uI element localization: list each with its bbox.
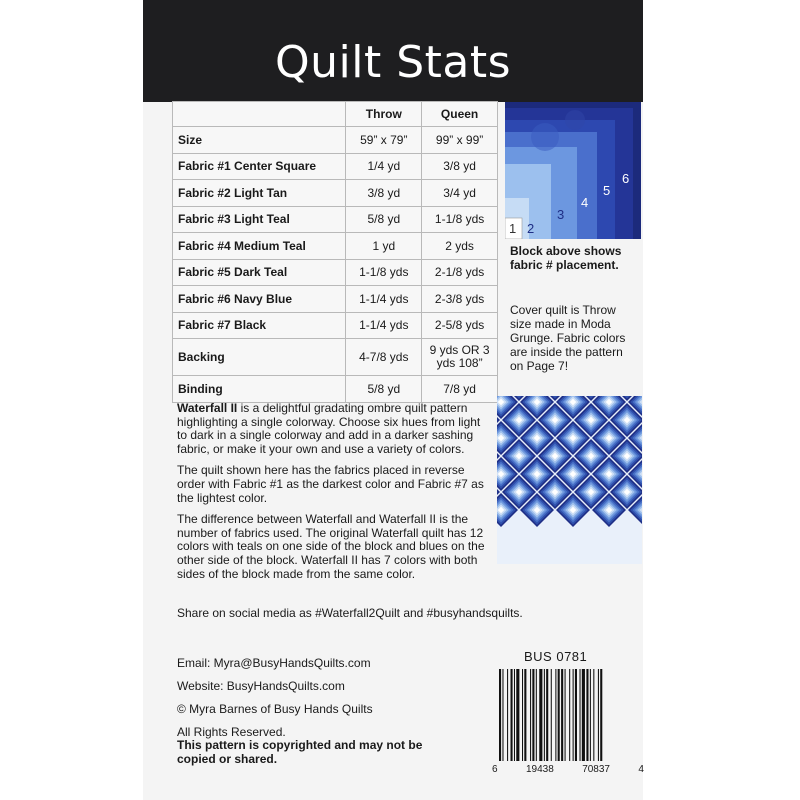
description-text: is a delightful gradating ombre quilt pattern highlighting a single colorway. Choose six hues from light to dark in a single colorway and add in a darker sashing fabric, or make it your own and use a variety of colors. xyxy=(177,401,481,456)
barcode-bar xyxy=(511,669,513,761)
quilt-cover-image xyxy=(497,396,642,564)
barcode-bar xyxy=(546,669,548,761)
throw-value: 59” x 79” xyxy=(346,127,422,154)
throw-value: 1-1/8 yds xyxy=(346,259,422,286)
barcode-bar xyxy=(580,669,581,761)
pattern-description xyxy=(177,402,487,589)
barcode-bar xyxy=(575,669,577,761)
barcode-bar xyxy=(569,669,570,761)
queen-value: 2-5/8 yds xyxy=(422,312,498,339)
email-text: Email: Myra@BusyHandsQuilts.com xyxy=(177,656,371,670)
barcode-digit-group: 4 xyxy=(638,764,644,775)
barcode-digit-group: 70837 xyxy=(582,764,610,775)
barcode-bar xyxy=(536,669,537,761)
table-row xyxy=(173,286,498,313)
throw-value: 3/8 yd xyxy=(346,180,422,207)
table-row xyxy=(173,312,498,339)
cover-note: Cover quilt is Throw size made in Moda Grunge. Fabric colors are inside the pattern on Page 7! xyxy=(510,303,626,373)
table-row xyxy=(173,153,498,180)
row-label: Fabric #1 Center Square xyxy=(173,153,346,180)
description-paragraph-2: The quilt shown here has the fabrics placed in reverse order with Fabric #1 as the darkest color and Fabric #7 as the lightest color. xyxy=(177,463,484,505)
throw-value: 4-7/8 yds xyxy=(346,339,422,376)
barcode-bar xyxy=(565,669,566,761)
pattern-name: Waterfall II xyxy=(177,401,238,415)
queen-value: 7/8 yd xyxy=(422,376,498,403)
barcode-bar xyxy=(499,669,501,761)
row-label: Fabric #6 Navy Blue xyxy=(173,286,346,313)
queen-value: 3/4 yd xyxy=(422,180,498,207)
page-title: Quilt Stats xyxy=(274,37,512,88)
block-number-4: 4 xyxy=(581,195,589,210)
block-number-3: 3 xyxy=(557,207,565,222)
row-label: Backing xyxy=(173,339,346,376)
barcode-bar xyxy=(502,669,503,761)
barcode-digit-group: 6 xyxy=(492,764,498,775)
row-label: Binding xyxy=(173,376,346,403)
barcode-bar xyxy=(586,669,588,761)
table-header-row xyxy=(173,102,498,127)
social-share-text: Share on social media as #Waterfall2Quilt and #busyhandsquilts. xyxy=(177,606,523,620)
description-paragraph-1 xyxy=(177,402,487,456)
table-row xyxy=(173,259,498,286)
row-label: Fabric #3 Light Teal xyxy=(173,206,346,233)
barcode-bar xyxy=(551,669,552,761)
throw-value: 5/8 yd xyxy=(346,376,422,403)
barcode-bar xyxy=(539,669,542,761)
barcode-bar xyxy=(600,669,602,761)
column-header-blank xyxy=(173,102,346,127)
column-header-queen: Queen xyxy=(422,102,498,127)
barcode-bar xyxy=(555,669,556,761)
throw-value: 5/8 yd xyxy=(346,206,422,233)
block-number-5: 5 xyxy=(603,183,611,198)
barcode-bar xyxy=(524,669,526,761)
barcode-bar xyxy=(532,669,534,761)
queen-value: 2-3/8 yds xyxy=(422,286,498,313)
sku-code: BUS 0781 xyxy=(524,649,588,664)
barcode-bar xyxy=(514,669,515,761)
block-number-1: 1 xyxy=(509,221,517,236)
queen-value: 99” x 99” xyxy=(422,127,498,154)
quilt-stats-table xyxy=(172,101,498,403)
block-placement-graphic xyxy=(505,102,641,239)
block-number-6: 6 xyxy=(622,171,630,186)
rights-text: All Rights Reserved. xyxy=(177,725,286,739)
throw-value: 1-1/4 yds xyxy=(346,286,422,313)
quilt-cover-graphic xyxy=(497,396,642,564)
table-row xyxy=(173,233,498,260)
row-label: Fabric #7 Black xyxy=(173,312,346,339)
row-label: Size xyxy=(173,127,346,154)
queen-value: 9 yds OR 3 yds 108” xyxy=(422,339,498,376)
header-band xyxy=(143,0,643,102)
table-row xyxy=(173,180,498,207)
barcode-bar xyxy=(573,669,574,761)
queen-value: 1-1/8 yds xyxy=(422,206,498,233)
description-paragraph-3: The difference between Waterfall and Waterfall II is the number of fabrics used. The original Waterfall quilt has 12 colors with teals on one side of the block and blues on the other side of the block. Waterfall II has 7 colors with both sides of the block made from the same color. xyxy=(177,512,485,581)
barcode-digits xyxy=(492,764,644,775)
barcode xyxy=(495,667,637,775)
barcode-bar xyxy=(561,669,563,761)
contact-info xyxy=(177,652,373,744)
barcode-bar xyxy=(530,669,531,761)
author-text: © Myra Barnes of Busy Hands Quilts xyxy=(177,702,373,716)
row-label: Fabric #5 Dark Teal xyxy=(173,259,346,286)
barcode-bar xyxy=(558,669,560,761)
table-row xyxy=(173,206,498,233)
table-row xyxy=(173,127,498,154)
barcode-bar xyxy=(516,669,519,761)
block-placement-image xyxy=(505,102,641,239)
table-row xyxy=(173,376,498,403)
throw-value: 1/4 yd xyxy=(346,153,422,180)
barcode-bar xyxy=(590,669,591,761)
barcode-bar xyxy=(593,669,594,761)
barcode-bar xyxy=(507,669,508,761)
block-number-2: 2 xyxy=(527,221,535,236)
queen-value: 3/8 yd xyxy=(422,153,498,180)
barcode-bar xyxy=(582,669,585,761)
queen-value: 2 yds xyxy=(422,233,498,260)
barcode-bar xyxy=(598,669,599,761)
queen-value: 2-1/8 yds xyxy=(422,259,498,286)
throw-value: 1-1/4 yds xyxy=(346,312,422,339)
table-row xyxy=(173,339,498,376)
block-caption: Block above shows fabric # placement. xyxy=(510,244,622,272)
column-header-throw: Throw xyxy=(346,102,422,127)
barcode-bar xyxy=(544,669,545,761)
website-text: Website: BusyHandsQuilts.com xyxy=(177,679,345,693)
row-label: Fabric #4 Medium Teal xyxy=(173,233,346,260)
copyright-notice: This pattern is copyrighted and may not be copied or shared. xyxy=(177,738,423,766)
throw-value: 1 yd xyxy=(346,233,422,260)
row-label: Fabric #2 Light Tan xyxy=(173,180,346,207)
barcode-bar xyxy=(522,669,523,761)
barcode-digit-group: 19438 xyxy=(525,764,554,775)
